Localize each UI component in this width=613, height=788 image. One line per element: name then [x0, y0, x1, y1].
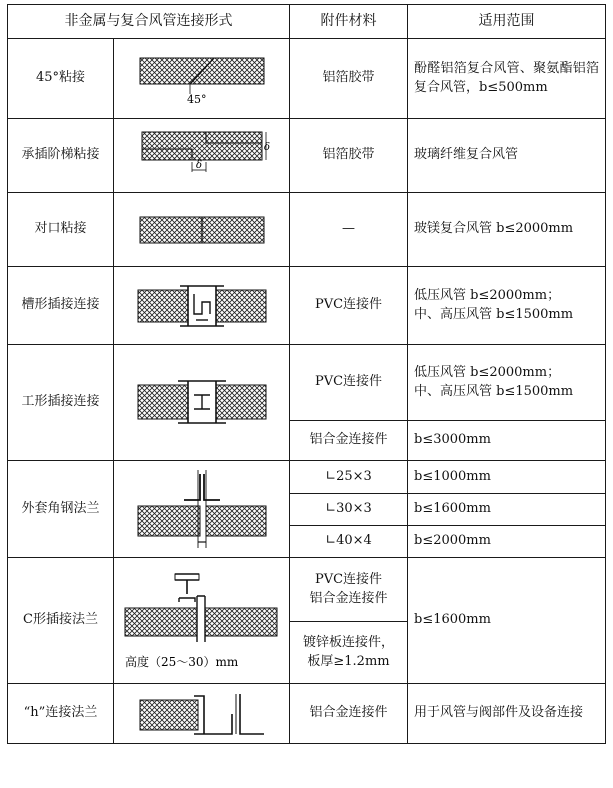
scope-slot-insert — [408, 267, 606, 345]
row-name-slot-insert: 槽形插接连接 — [8, 267, 114, 345]
material-45-bond: 铝箔胶带 — [290, 39, 408, 119]
row-name-step-bond: 承插阶梯粘接 — [8, 119, 114, 193]
connection-spec-table — [7, 4, 606, 744]
figure-c-flange — [114, 558, 290, 684]
table-row — [8, 193, 606, 267]
scope-i-insert-pvc — [408, 345, 606, 421]
figure-slot-insert — [114, 267, 290, 345]
header-material: 附件材料 — [290, 5, 408, 39]
figure-step-bond-drawing — [132, 126, 272, 186]
figure-45-label: 45° — [186, 92, 206, 106]
figure-step-bond — [114, 119, 290, 193]
table-row — [8, 119, 606, 193]
table-row — [8, 461, 606, 494]
header-scope: 适用范围 — [408, 5, 606, 39]
scope-butt-bond: 玻镁复合风管 b≤2000mm — [408, 193, 606, 267]
table-row — [8, 39, 606, 119]
table-header-row — [8, 5, 606, 39]
figure-c-flange-caption: 高度（25～30）mm — [124, 654, 238, 669]
figure-butt-bond-drawing — [132, 210, 272, 250]
material-angle-30: ∟30×3 — [290, 494, 408, 526]
scope-i-line-2: 中、高压风管 b≤1500mm — [414, 383, 574, 399]
figure-c-flange-drawing — [117, 566, 287, 676]
material-i-insert-pvc: PVC连接件 — [290, 345, 408, 421]
figure-angle-flange-drawing — [132, 466, 272, 552]
material-h-flange: 铝合金连接件 — [290, 684, 408, 744]
scope-slot-line-1: 低压风管 b≤2000mm； — [414, 287, 561, 303]
scope-slot-line-2: 中、高压风管 b≤1500mm — [414, 306, 574, 322]
material-c-b-line-1: 镀锌板连接件， — [302, 634, 394, 650]
material-angle-40: ∟40×4 — [290, 526, 408, 558]
material-c-flange-a — [290, 558, 408, 622]
scope-step-bond: 玻璃纤维复合风管 — [408, 119, 606, 193]
material-c-a-line-2: 铝合金连接件 — [309, 590, 388, 606]
material-angle-25: ∟25×3 — [290, 461, 408, 494]
material-step-bond: 铝箔胶带 — [290, 119, 408, 193]
figure-slot-insert-drawing — [132, 280, 272, 332]
figure-h-flange-drawing — [132, 690, 272, 738]
row-name-butt-bond: 对口粘接 — [8, 193, 114, 267]
row-name-45-bond: 45°粘接 — [8, 39, 114, 119]
row-name-c-flange: C形插接法兰 — [8, 558, 114, 684]
scope-h-flange: 用于风管与阀部件及设备连接 — [408, 684, 606, 744]
figure-i-insert — [114, 345, 290, 461]
material-butt-bond: — — [290, 193, 408, 267]
table-row — [8, 558, 606, 622]
scope-angle-40: b≤2000mm — [408, 526, 606, 558]
figure-45-bond-drawing — [132, 50, 272, 108]
scope-45-bond: 酚醛铝箔复合风管、聚氨酯铝箔复合风管，b≤500mm — [408, 39, 606, 119]
scope-i-insert-alu: b≤3000mm — [408, 421, 606, 461]
figure-h-flange — [114, 684, 290, 744]
table-row — [8, 345, 606, 421]
row-name-i-insert: 工形插接连接 — [8, 345, 114, 461]
header-connection-form: 非金属与复合风管连接形式 — [8, 5, 290, 39]
scope-angle-25: b≤1000mm — [408, 461, 606, 494]
figure-delta-bottom: δ — [195, 159, 202, 171]
table-row — [8, 267, 606, 345]
row-name-angle-flange: 外套角钢法兰 — [8, 461, 114, 558]
scope-i-line-1: 低压风管 b≤2000mm； — [414, 364, 561, 380]
table-row — [8, 684, 606, 744]
figure-i-insert-drawing — [132, 373, 272, 433]
material-c-flange-b — [290, 622, 408, 684]
material-slot-insert: PVC连接件 — [290, 267, 408, 345]
material-c-b-line-2: 板厚≥1.2mm — [307, 653, 390, 669]
row-name-h-flange: “h”连接法兰 — [8, 684, 114, 744]
material-c-a-line-1: PVC连接件 — [314, 571, 383, 587]
scope-angle-30: b≤1600mm — [408, 494, 606, 526]
figure-butt-bond — [114, 193, 290, 267]
material-i-insert-alu: 铝合金连接件 — [290, 421, 408, 461]
figure-angle-flange — [114, 461, 290, 558]
figure-delta-side: δ — [263, 141, 270, 153]
scope-c-flange: b≤1600mm — [408, 558, 606, 684]
figure-45-bond — [114, 39, 290, 119]
